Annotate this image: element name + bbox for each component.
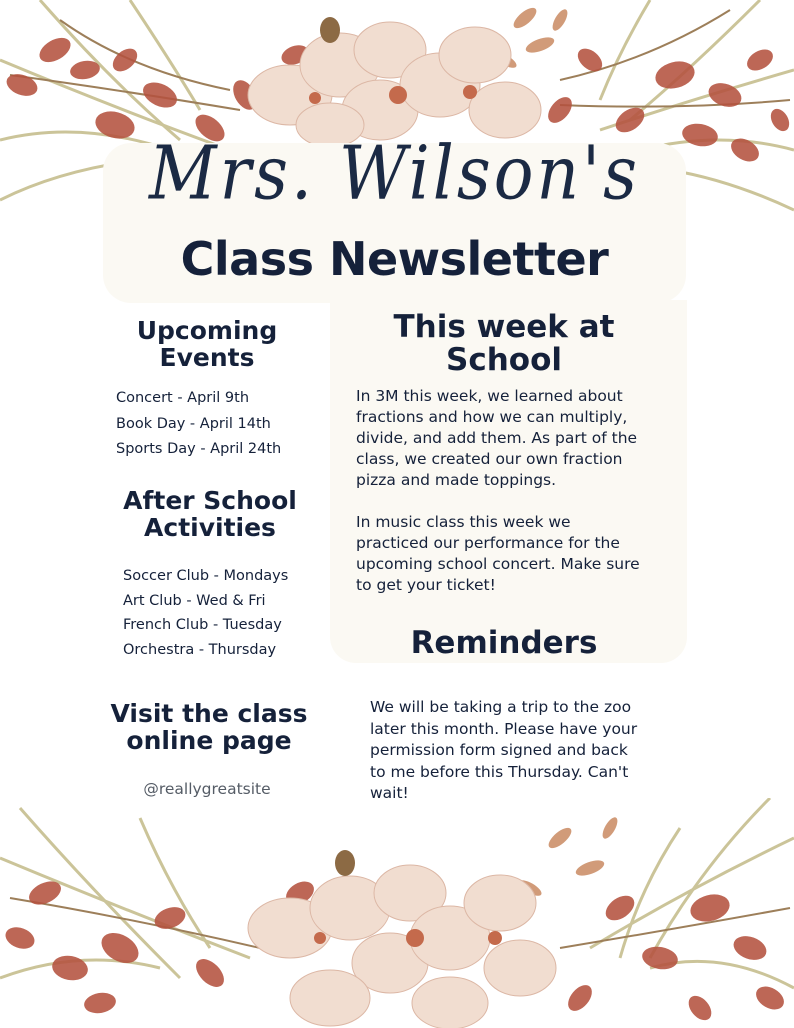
upcoming-events-list <box>116 386 281 463</box>
after-school-heading: After School Activities <box>123 486 297 542</box>
website-handle[interactable]: @reallygreatsite <box>143 780 271 798</box>
this-week-paragraph-2: In music class this week we practiced our performance for the upcoming school concert. Make sure to get your ticket! <box>356 513 640 594</box>
list-item: Orchestra - Thursday <box>123 641 277 658</box>
list-item: Concert - April 9th <box>116 390 250 406</box>
list-item: French Club - Tuesday <box>123 617 282 633</box>
list-item: Book Day - April 14th <box>116 415 271 432</box>
list-item: Sports Day - April 24th <box>116 441 282 457</box>
newsletter-title: Class Newsletter <box>180 232 609 286</box>
teacher-name-script: Mrs. Wilson's <box>149 130 640 217</box>
this-week-heading: This week at School <box>393 309 615 379</box>
this-week-paragraph-1: In 3M this week, we learned about fractions and how we can multiply, divide, and add them. As part of the class, we created our own fraction pizza and made toppings. <box>356 387 638 489</box>
reminders-paragraph: We will be taking a trip to the zoo later this month. Please have your permission form signed and back to me before this Thursday. Can't wait! <box>370 698 638 802</box>
floral-decoration-bottom <box>0 798 794 1028</box>
visit-heading: Visit the class online page <box>110 699 308 755</box>
list-item: Soccer Club - Mondays <box>123 568 289 584</box>
list-item: Art Club - Wed & Fri <box>123 592 266 609</box>
upcoming-events-heading: Upcoming Events <box>136 316 278 372</box>
after-school-list <box>123 564 288 662</box>
reminders-heading: Reminders <box>410 625 598 661</box>
